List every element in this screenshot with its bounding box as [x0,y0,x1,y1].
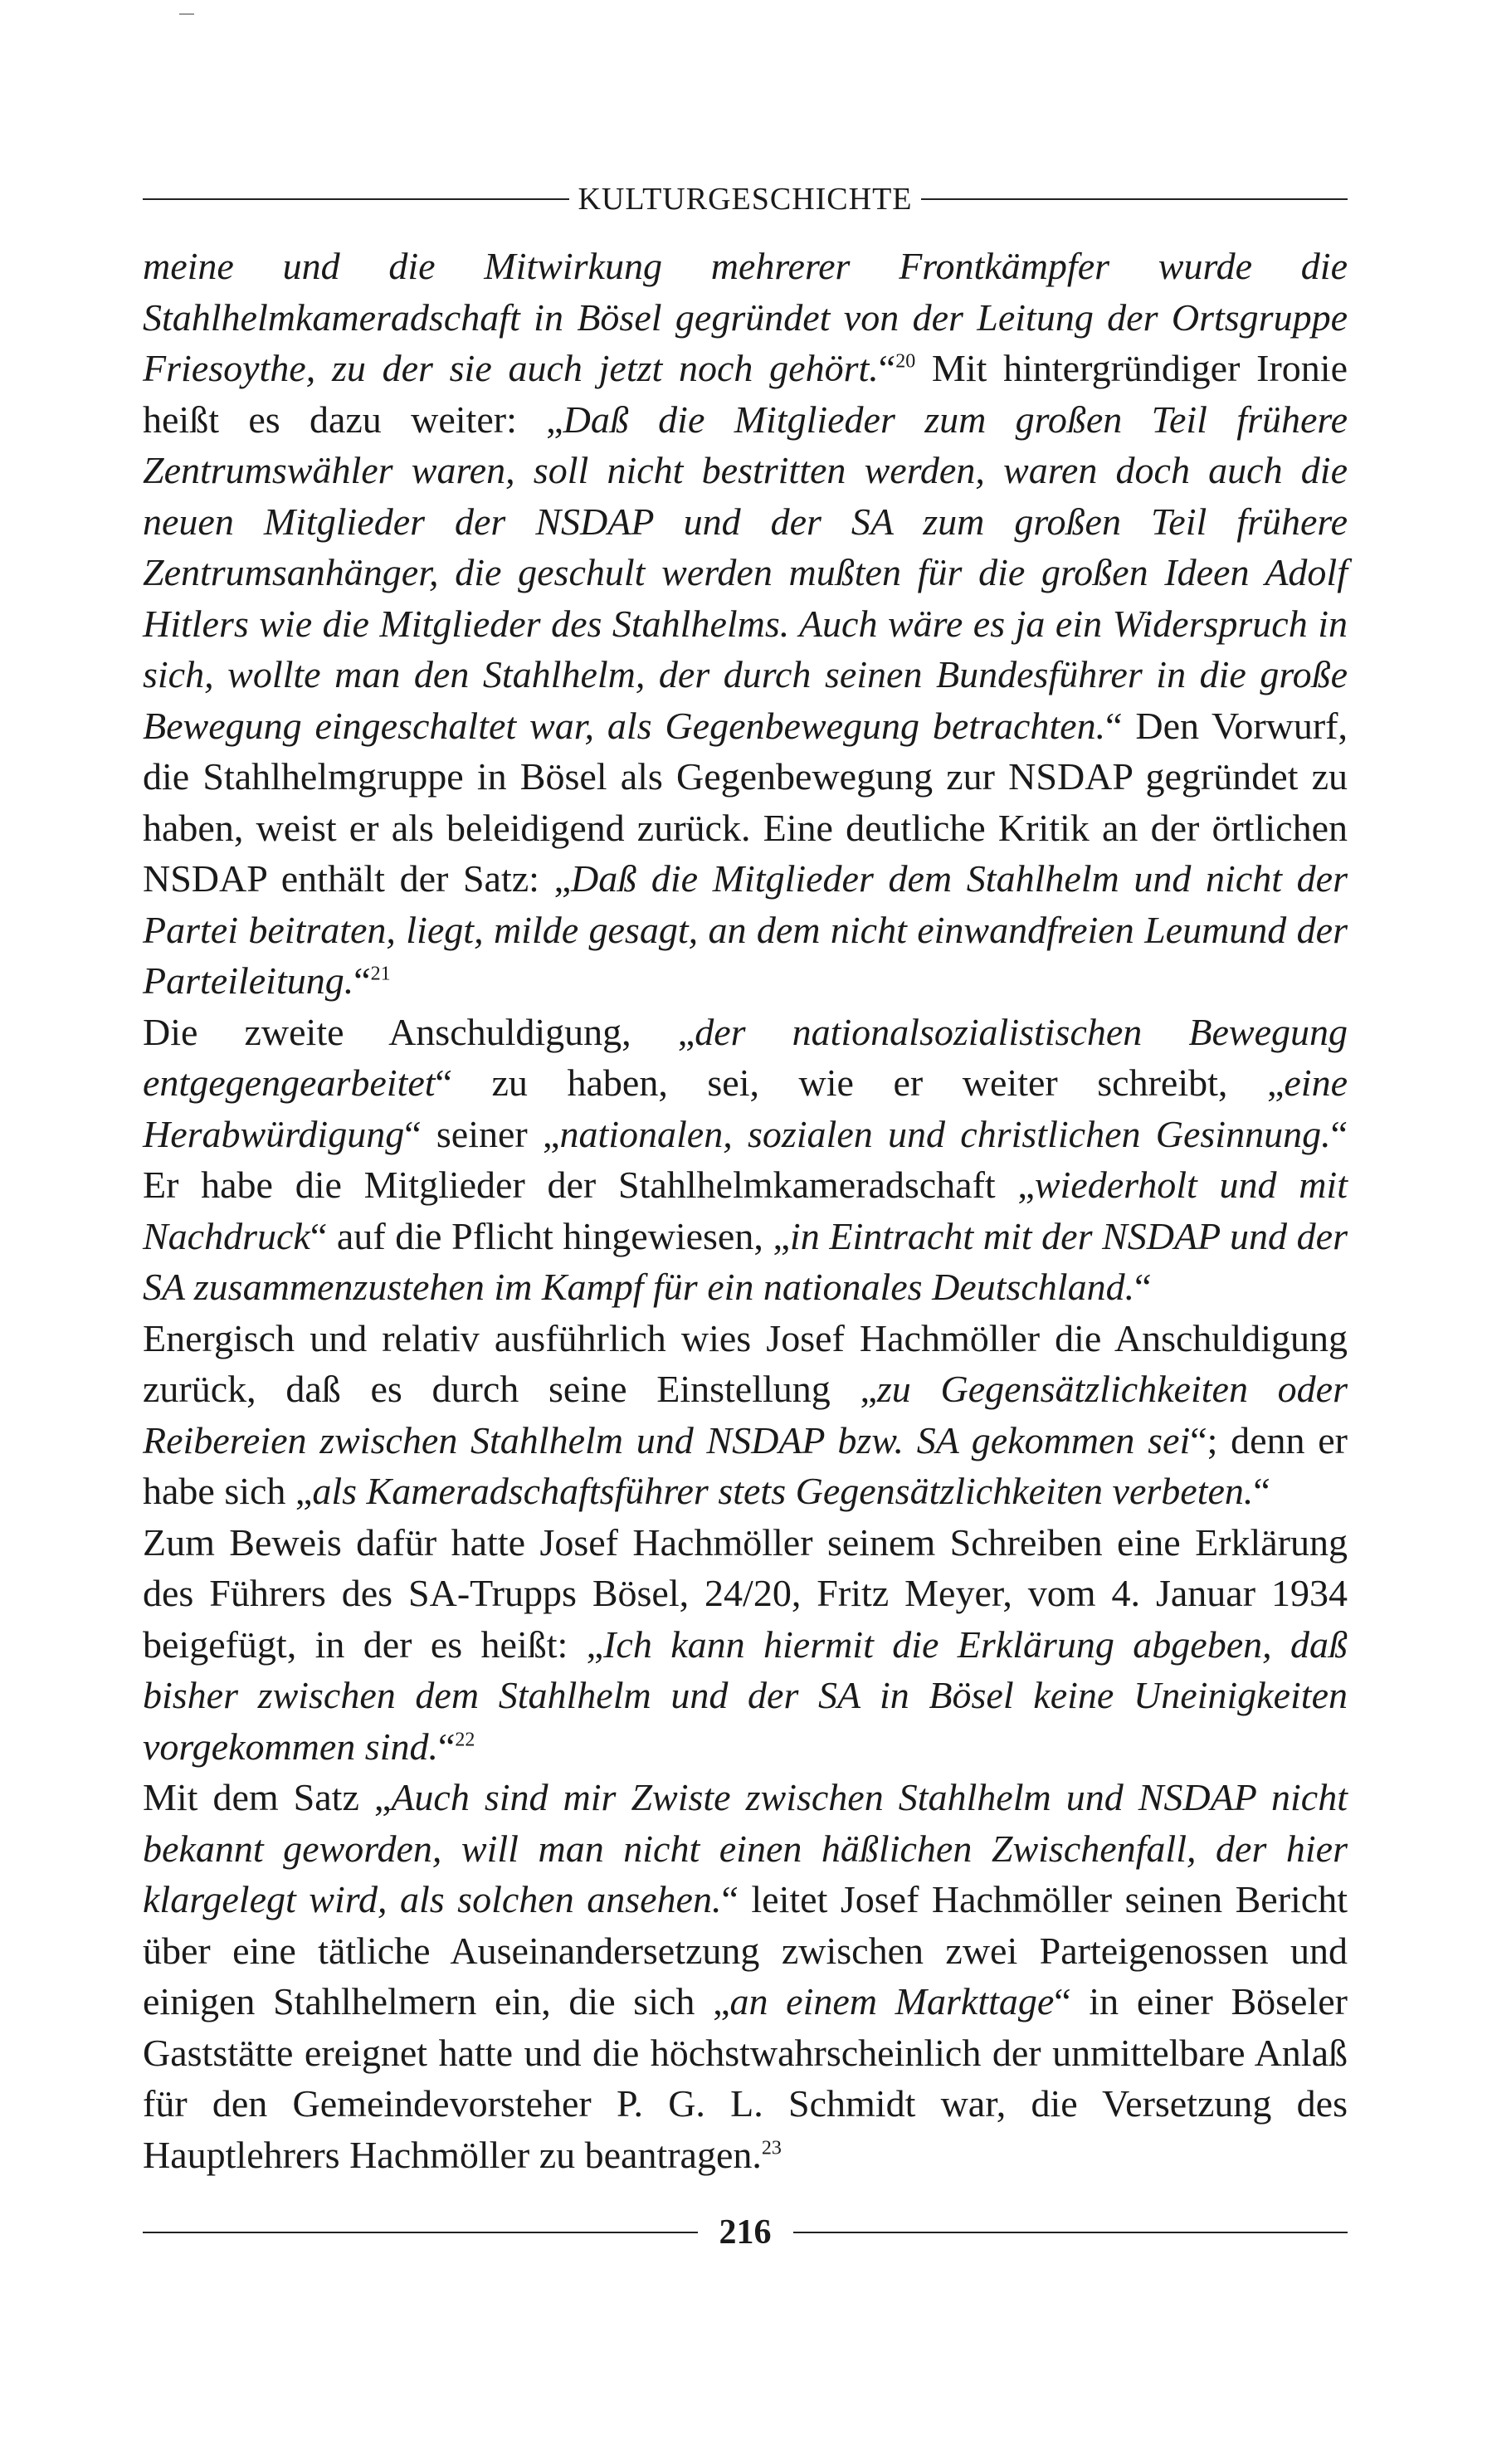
page-footer [143,2209,1348,2256]
text-run: “ in einer Böseler Gaststätte ereignet hatte und die höchstwahrscheinlich der unmittelbare Anlaß für den Gemeindevorsteher P. G. L. Schmidt war, die Versetzung des Hauptlehrers Hachmöller zu beantragen. [143,1980,1348,2176]
header-rule-right [921,198,1348,200]
text-run: “ Den Vorwurf, die Stahlhelmgruppe in Bösel als Gegenbewegung zur NSDAP gegründet zu haben, weist er als beleidigend zurück. Eine deutliche Kritik an der örtlichen NSDAP enthält der Satz: „ [143,704,1348,900]
quoted-text: der nationalsozialistischen Bewegung entgegengearbeitet [143,1010,1348,1104]
paragraph [143,1517,1348,1773]
text-run: Zum Beweis dafür hatte Josef Hachmöller seinem Schreiben eine Erklärung des Führers des SA-Trupps Bösel, 24/20, Fritz Meyer, vom 4. Januar 1934 beigefügt, in der es heißt: „ [143,1520,1348,1666]
quoted-text: als Kameradschaftsführer stets Gegensätzlichkeiten verbeten. [312,1470,1254,1512]
quoted-text: in Eintracht mit der NSDAP und der SA zusammenzustehen im Kampf für ein nationales Deutschland. [143,1214,1348,1308]
header-rule-left [143,198,569,200]
text-run: “ [878,347,896,389]
running-header [143,176,1348,222]
text-run: “ [437,1725,456,1768]
quoted-text: Ich kann hiermit die Erklärung abgeben, daß bisher zwischen dem Stahlhelm und der SA in Bösel keine Uneinigkeiten vorgekommen sind. [143,1622,1348,1768]
text-run: “ zu haben, sei, wie er weiter schreibt, „ [435,1061,1285,1104]
quoted-text: meine und die Mitwirkung mehrerer Frontkämpfer wurde die Stahlhelmkameradschaft in Bösel gegründet von der Leitung der Ortsgruppe Friesoythe, zu der sie auch jetzt noch gehört. [143,245,1348,389]
text-run: “ auf die Pflicht hingewiesen, „ [310,1214,790,1257]
quoted-text: zu Gegensätzlichkeiten oder Reibereien zwischen Stahlhelm und NSDAP bzw. SA gekommen sei [143,1368,1348,1461]
text-run: “ Er habe die Mitglieder der Stahlhelmkameradschaft „ [143,1112,1348,1206]
quoted-text: wiederholt und mit Nachdruck [143,1164,1348,1257]
quoted-text: Daß die Mitglieder dem Stahlhelm und nicht der Partei beitraten, liegt, milde gesagt, an dem nicht einwandfreien Leumund der Parteileitung. [143,857,1348,1002]
running-header-title: KULTURGESCHICHTE [578,182,913,217]
quoted-text: Daß die Mitglieder zum großen Teil frühere Zentrumswähler waren, soll nicht bestritten werden, waren doch auch die neuen Mitglieder der NSDAP und der SA zum großen Teil frühere Zentrumsanhänger, die geschult werden mußten für die großen Ideen Adolf Hitlers wie die Mitglieder des Stahlhelms. Auch wäre es ja ein Widerspruch in sich, wollte man den Stahlhelm, der durch seinen Bundesführer in die große Bewegung eingeschaltet war, als Gegenbewegung betrachten. [143,398,1348,747]
quoted-text: nationalen, sozialen und christlichen Gesinnung. [559,1112,1331,1155]
scan-mark [179,13,194,15]
footnote-marker: 23 [761,2137,782,2159]
body-text [143,241,1348,2180]
page-number: 216 [719,2213,772,2252]
text-run: Die zweite Anschuldigung, „ [143,1010,695,1053]
text-run: Energisch und relativ ausführlich wies Josef Hachmöller die Anschuldigung zurück, daß es durch seine Einstellung „ [143,1316,1348,1410]
quoted-text: an einem Markttage [729,1980,1055,2022]
quoted-text: Auch sind mir Zwiste zwischen Stahlhelm und NSDAP nicht bekannt geworden, will man nicht einen häßlichen Zwischenfall, der hier klargelegt wird, als solchen ansehen. [143,1776,1348,1920]
paragraph [143,241,1348,1007]
quoted-text: eine Herabwürdigung [143,1061,1348,1155]
text-run: “ leitet Josef Hachmöller seinen Bericht über eine tätliche Auseinandersetzung zwischen zwei Parteigenossen und einigen Stahlhelmern ein, die sich „ [143,1878,1348,2022]
text-run: “ [1134,1266,1152,1308]
paragraph [143,1772,1348,2180]
footnote-marker: 22 [455,1729,475,1751]
text-run: “ seiner „ [404,1112,560,1155]
text-run: Mit hintergründiger Ironie heißt es dazu weiter: „ [143,347,1348,441]
text-run: “ [1253,1470,1270,1512]
text-run: “ [353,959,371,1002]
footnote-marker: 21 [370,963,391,985]
footer-rule-right [793,2232,1348,2233]
paragraph [143,1313,1348,1517]
text-run: Mit dem Satz „ [143,1776,392,1818]
text-run: “; denn er habe sich „ [143,1418,1348,1512]
footnote-marker: 20 [895,350,916,373]
paragraph [143,1007,1348,1313]
footer-rule-left [143,2232,698,2233]
